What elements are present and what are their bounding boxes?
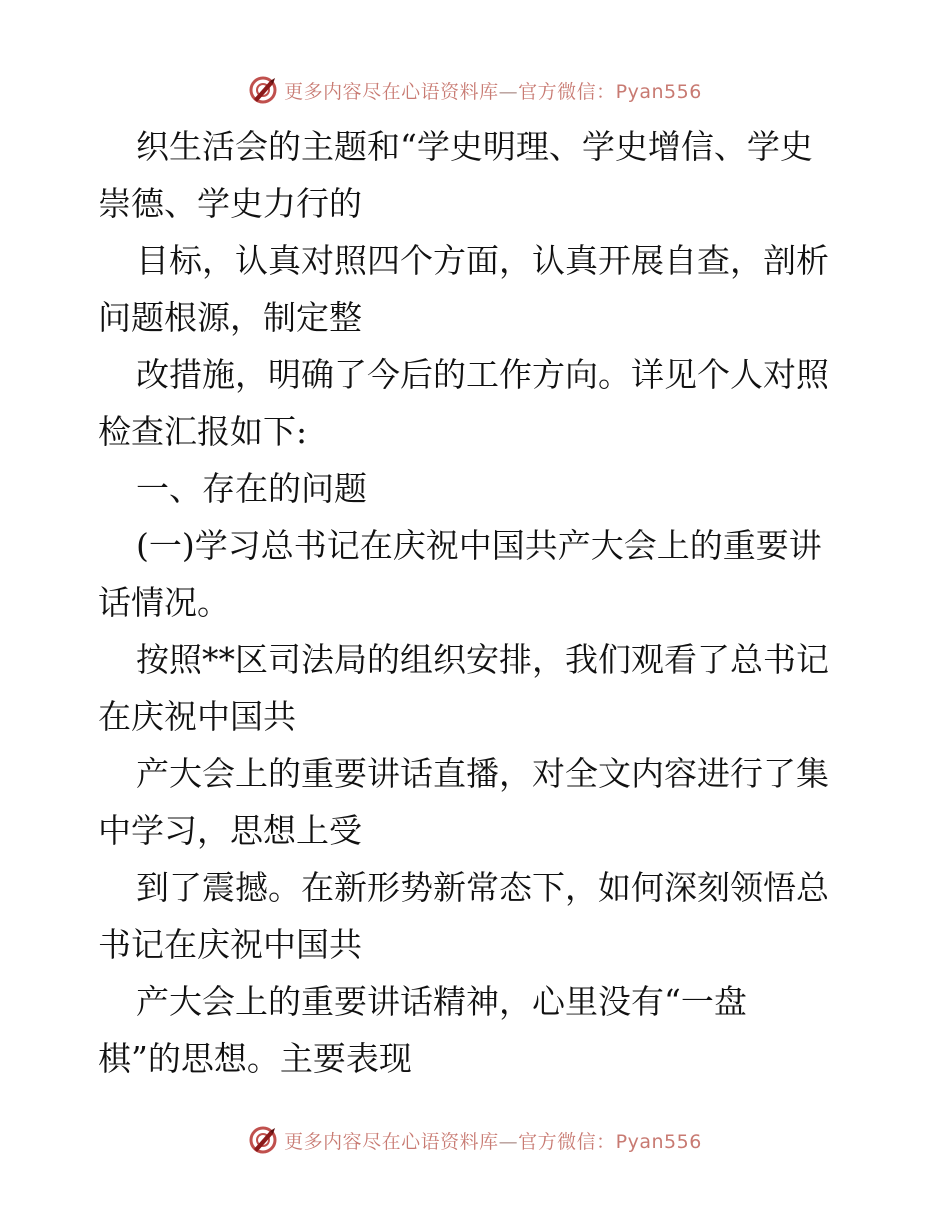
- watermark-main: 更多内容尽在心语资料库: [284, 1130, 499, 1153]
- text-line: 产大会上的重要讲话精神，心里没有“一盘: [136, 982, 747, 1021]
- text-line: 崇德、学史力行的: [98, 184, 362, 223]
- watermark-separator: —: [498, 1130, 519, 1153]
- brand-logo-icon: [248, 75, 278, 105]
- document-body: [98, 118, 858, 1087]
- text-line: 改措施，明确了今后的工作方向。详见个人对照: [136, 355, 829, 394]
- text-line: 在庆祝中国共: [98, 697, 296, 736]
- text-line: 话情况。: [98, 583, 230, 622]
- text-line: 目标，认真对照四个方面，认真开展自查，剖析: [136, 241, 829, 280]
- watermark-text: [284, 77, 702, 104]
- text-line: 产大会上的重要讲话直播，对全文内容进行了集: [136, 754, 829, 793]
- text-line: 中学习，思想上受: [98, 811, 362, 850]
- brand-logo-icon: [248, 1125, 278, 1155]
- text-line: 织生活会的主题和“学史明理、学史增信、学史: [136, 127, 813, 166]
- watermark-suffix: 官方微信：Pyan556: [518, 80, 702, 103]
- watermark-banner-bottom: [0, 1120, 950, 1160]
- text-line: 棋”的思想。主要表现: [98, 1039, 412, 1078]
- watermark-text: [284, 1127, 702, 1154]
- watermark-main: 更多内容尽在心语资料库: [284, 80, 499, 103]
- watermark-separator: —: [498, 80, 519, 103]
- text-line: 检查汇报如下:: [98, 412, 308, 451]
- text-line: 按照**区司法局的组织安排，我们观看了总书记: [136, 640, 829, 679]
- text-line: 到了震撼。在新形势新常态下，如何深刻领悟总: [136, 868, 829, 907]
- text-line: 书记在庆祝中国共: [98, 925, 362, 964]
- text-line: 问题根源，制定整: [98, 298, 362, 337]
- text-line: 一、存在的问题: [136, 469, 367, 508]
- text-line: (一)学习总书记在庆祝中国共产大会上的重要讲: [136, 526, 822, 565]
- watermark-banner-top: [0, 70, 950, 110]
- watermark-suffix: 官方微信：Pyan556: [518, 1130, 702, 1153]
